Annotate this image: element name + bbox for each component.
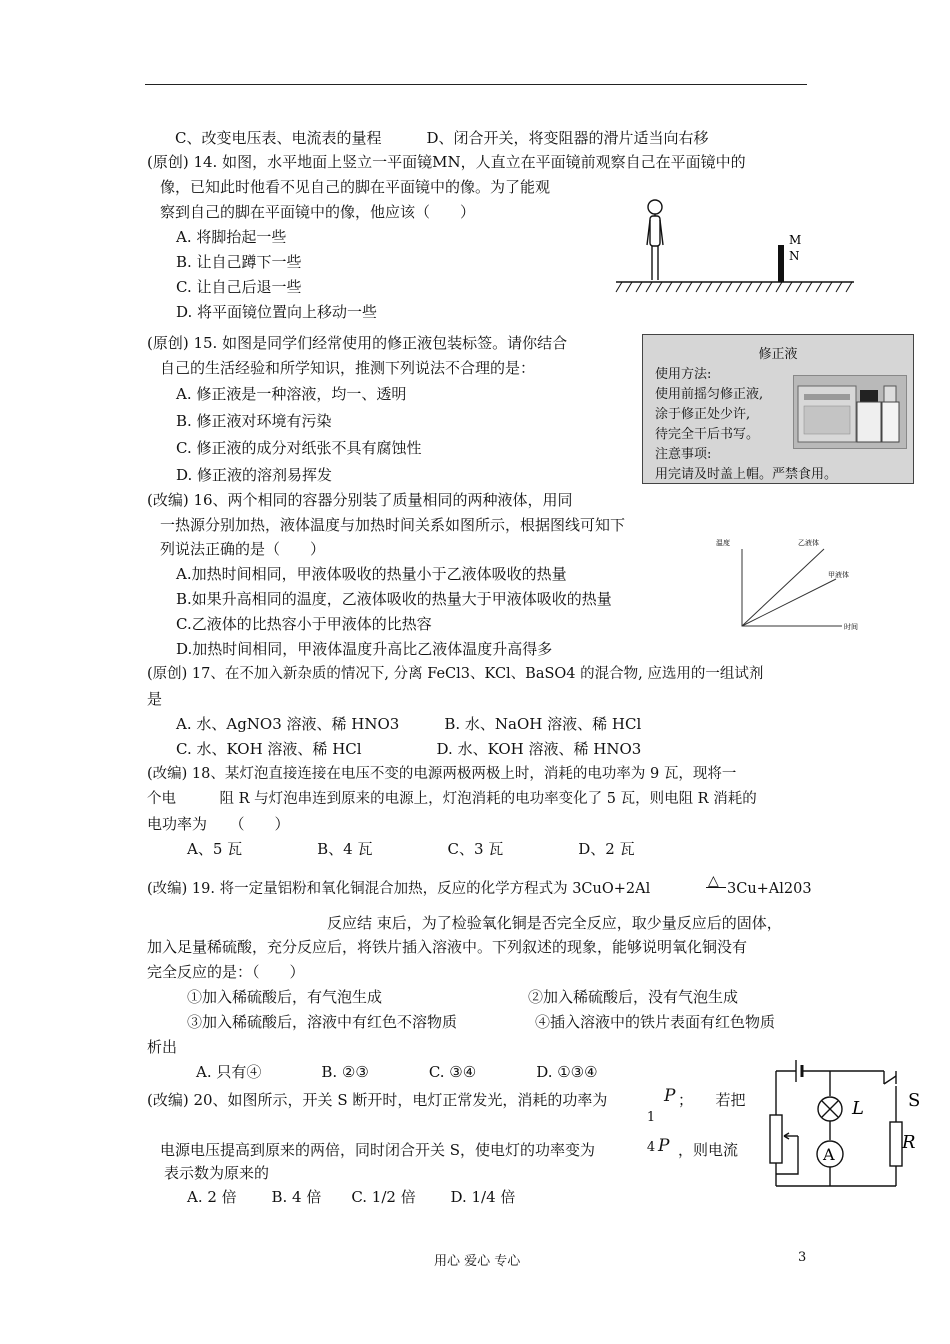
q20-options: A. 2 倍 B. 4 倍 C. 1/2 倍 D. 1/4 倍 (187, 1188, 516, 1206)
q18-stem-line1: (改编) 18、某灯泡直接连接在电压不变的电源两极两极上时，消耗的电功率为 9 瓦，现将一 (147, 766, 737, 782)
q19-statement-3: ③加入稀硫酸后，溶液中有红色不溶物质 (187, 1013, 458, 1031)
q16-option-d: D.加热时间相同，甲液体温度升高比乙液体温度升高得多 (176, 640, 553, 658)
resistor (890, 1122, 902, 1166)
label-line-5: 注意事项: (655, 447, 712, 462)
q15-option-d: D. 修正液的溶剂易挥发 (176, 466, 333, 484)
q20-power-symbol-2: P (658, 1136, 670, 1156)
fraction-denominator: 4 (646, 1140, 656, 1155)
q15-option-b: B. 修正液对环境有污染 (176, 412, 332, 430)
correction-fluid-label (642, 334, 914, 484)
switch (884, 1076, 896, 1084)
q14-stem-line2: 像，已知此时他看不见自己的脚在平面镜中的像。为了能观 (160, 178, 551, 196)
graph-series-jia: 甲液体 (828, 571, 849, 579)
q14-option-d: D. 将平面镜位置向上移动一些 (176, 303, 378, 321)
q19-statement-4: ④插入溶液中的铁片表面有红色物质 (535, 1013, 776, 1031)
q15-option-c: C. 修正液的成分对纸张不具有腐蚀性 (176, 439, 422, 457)
q17-options-cd: C. 水、KOH 溶液、稀 HCl D. 水、KOH 溶液、稀 HNO3 (176, 740, 642, 758)
label-line-6: 用完请及时盖上帽。严禁食用。 (655, 467, 838, 482)
q18-stem-line2: 个电 阻 R 与灯泡串连到原来的电源上，灯泡消耗的电功率变化了 5 瓦，则电阻 R 消耗的 (147, 791, 757, 807)
q20-stem-line1: (改编) 20、如图所示，开关 S 断开时，电灯正常发光，消耗的功率为 (147, 1091, 608, 1109)
q20-power-symbol: P (664, 1086, 676, 1106)
q19-stem-line2: 反应结 束后，为了检验氧化铜是否完全反应，取少量反应后的固体， (327, 914, 782, 932)
q17-stem-line2: 是 (147, 690, 163, 708)
q16-option-a: A.加热时间相同，甲液体吸收的热量小于乙液体吸收的热量 (176, 565, 567, 583)
label-line-3: 涂于修正处少许, (655, 407, 751, 422)
q14-option-c: C. 让自己后退一些 (176, 278, 302, 296)
q15-option-a: A. 修正液是一种溶液，均一、透明 (176, 385, 407, 403)
q16-option-b: B.如果升高相同的温度，乙液体吸收的热量大于甲液体吸收的热量 (176, 590, 612, 608)
q16-stem-line3: 列说法正确的是（ ） (160, 540, 326, 558)
q15-stem-line2: 自己的生活经验和所学知识，推测下列说法不合理的是： (160, 359, 536, 377)
q19-statement-1: ①加入稀硫酸后，有气泡生成 (187, 988, 383, 1006)
fraction-numerator: 1 (646, 1110, 656, 1125)
q19-statement-2: ②加入稀硫酸后，没有气泡生成 (528, 988, 739, 1006)
q17-stem-line1: (原创) 17、在不加入新杂质的情况下, 分离 FeCl3、KCl、BaSO4 的混合物, 应选用的一组试剂 (147, 666, 764, 682)
q13-options-cd: C、改变电压表、电流表的量程 D、闭合开关，将变阻器的滑片适当向右移 (175, 129, 709, 147)
graph-series-yi: 乙液体 (798, 539, 819, 547)
q20-stem-line2-tail: ，则电流 (678, 1141, 739, 1159)
switch-label: S (908, 1090, 921, 1111)
page-number: 3 (798, 1250, 807, 1265)
graph-x-label: 时间 (844, 623, 858, 631)
mirror-figure (614, 190, 864, 300)
header-rule (145, 84, 807, 85)
q14-stem-line3: 察到自己的脚在平面镜中的像，他应该（ ） (160, 203, 476, 221)
q19-statement-4-cont: 析出 (147, 1038, 178, 1056)
mirror-label-m: M (789, 233, 802, 247)
equation-arrow (706, 887, 726, 888)
correction-fluid-photo (793, 375, 907, 449)
graph-line-jia (742, 579, 836, 626)
q16-option-c: C.乙液体的比热容小于甲液体的比热容 (176, 615, 432, 633)
ammeter-label: A (823, 1145, 835, 1164)
graph-y-label: 温度 (716, 539, 730, 547)
q15-stem-line1: (原创) 15. 如图是同学们经常使用的修正液包装标签。请你结合 (147, 334, 568, 352)
q20-stem-line2: 电源电压提高到原来的两倍，同时闭合开关 S，使电灯的功率变为 (160, 1141, 596, 1159)
footer-text: 用心 爱心 专心 (434, 1254, 521, 1269)
q19-equation-products: 3Cu+Al203 (727, 881, 812, 897)
mirror-label-n: N (789, 249, 800, 263)
q19-stem-line3: 加入足量稀硫酸，充分反应后，将铁片插入溶液中。下列叙述的现象，能够说明氧化铜没有 (147, 938, 748, 956)
resistor-label: R (902, 1132, 916, 1153)
graph-axes (742, 549, 842, 626)
temperature-time-graph (714, 535, 864, 635)
q19-stem-line4: 完全反应的是：（ ） (147, 963, 305, 981)
rheostat (770, 1115, 782, 1163)
q19-options: A. 只有④ B. ②③ C. ③④ D. ①③④ (196, 1063, 598, 1081)
q20-stem-line3: 表示数为原来的 (164, 1164, 270, 1182)
q16-stem-line2: 一热源分别加热，液体温度与加热时间关系如图所示，根据图线可知下 (160, 516, 626, 534)
heat-triangle-icon: △ (708, 873, 719, 889)
q18-options: A、5 瓦 B、4 瓦 C、3 瓦 D、2 瓦 (187, 840, 635, 858)
graph-line-yi (742, 549, 824, 626)
mirror-mn (778, 245, 784, 282)
lamp-label: L (852, 1098, 864, 1119)
q19-stem-line1: (改编) 19. 将一定量铝粉和氧化铜混合加热，反应的化学方程式为 3CuO+2Al (147, 881, 651, 897)
q14-stem-line1: (原创) 14. 如图，水平地面上竖立一平面镜MN，人直立在平面镜前观察自己在平面镜中的 (147, 153, 746, 171)
q18-stem-line3: 电功率为 （ ） (147, 815, 290, 833)
q16-stem-line1: (改编) 16、两个相同的容器分别装了质量相同的两种液体，用同 (147, 491, 573, 509)
circuit-diagram (760, 1056, 930, 1196)
label-line-4: 待完全干后书写。 (655, 427, 760, 442)
label-line-1: 使用方法: (655, 367, 712, 382)
label-title: 修正液 (758, 347, 798, 362)
q14-option-a: A. 将脚抬起一些 (176, 228, 287, 246)
label-line-2: 使用前摇匀修正液, (655, 387, 764, 402)
q20-stem-line1-tail: ； 若把 (678, 1091, 746, 1109)
q17-options-ab: A. 水、AgNO3 溶液、稀 HNO3 B. 水、NaOH 溶液、稀 HCl (176, 715, 642, 733)
q14-option-b: B. 让自己蹲下一些 (176, 253, 302, 271)
